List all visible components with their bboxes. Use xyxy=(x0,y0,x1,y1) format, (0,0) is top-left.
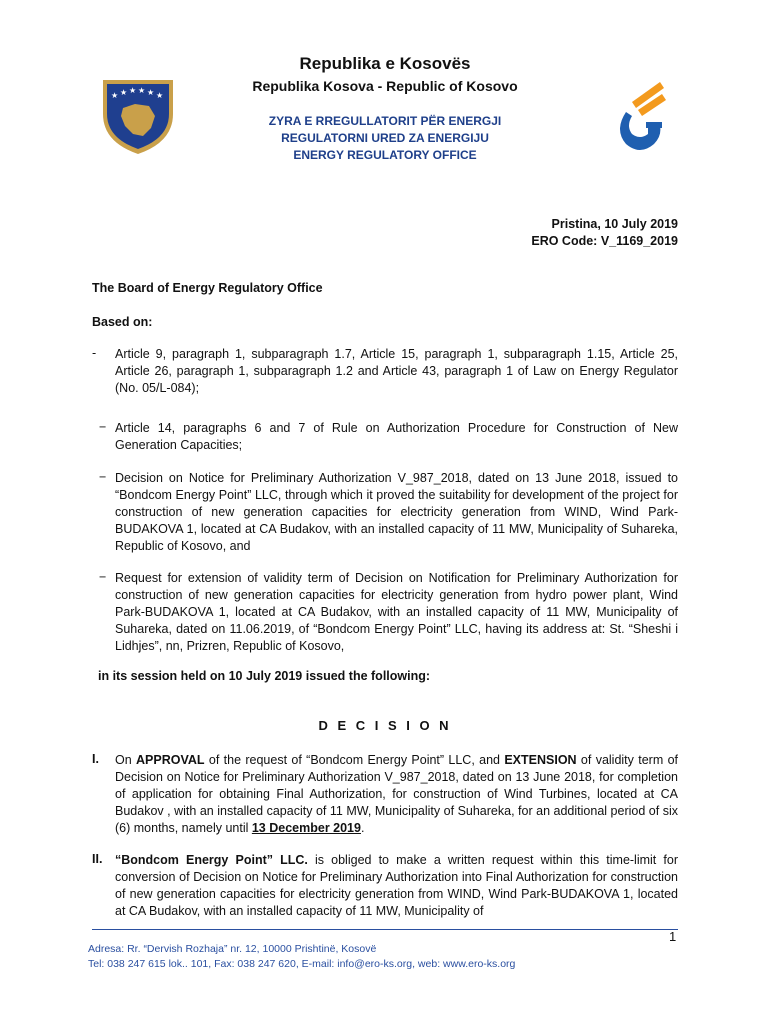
svg-text:★: ★ xyxy=(156,91,164,100)
country-title: Republika e Kosovës xyxy=(299,54,471,73)
list-item: Decision on Notice for Preliminary Authorization V_987_2018, dated on 13 June 2018, issued to “Bondcom Energy Point” LLC, through which it proved the suitability for development of the project for construction of new generation capacities for electricity generation from WIND, Wind Park-BUDAKOVA 1, located at CA Budakov, with an installed capacity of 11 MW, Municipality of Suhareka, Republic of Kosovo, and xyxy=(115,471,678,553)
list-marker: − xyxy=(99,570,107,584)
svg-text:★: ★ xyxy=(147,88,155,97)
board-heading: The Board of Energy Regulatory Office xyxy=(92,281,323,295)
office-name-albanian: ZYRA E RREGULLATORIT PËR ENERGJI xyxy=(268,114,502,128)
svg-text:★: ★ xyxy=(111,91,119,100)
document-code: ERO Code: V_1169_2019 xyxy=(531,234,678,248)
country-subtitle: Republika Kosova - Republic of Kosovo xyxy=(252,78,518,94)
document-date: Pristina, 10 July 2019 xyxy=(551,217,678,231)
footer-divider xyxy=(92,929,678,930)
list-item: Request for extension of validity term of Decision on Notification for Preliminary Authorization for construction of new generation capacities for electricity generation from hydro power plant, Wind Park-BUDAKOVA 1, located at CA Budakov, with an installed capacity of 11 MW, Municipality of Suhareka, dated on 11.06.2019, of “Bondcom Energy Point” LLC, having its address at: St. “Sheshi i Lidhjes”, nn, Prizren, Republic of Kosovo, xyxy=(115,571,678,653)
page-number: 1 xyxy=(669,929,677,944)
svg-text:★: ★ xyxy=(138,86,146,95)
office-name-english: ENERGY REGULATORY OFFICE xyxy=(293,148,477,162)
office-name-serbian: REGULATORNI URED ZA ENERGIJU xyxy=(281,131,489,145)
point-number: II. xyxy=(92,852,103,866)
decision-point-2: “Bondcom Energy Point” LLC. is obliged to make a written request within this time-limit for conversion of Decision on Notice for Preliminary Authorization into Final Authorization for construction of new generation capacities for electricity generation from WIND, Wind Park-BUDAKOVA 1, located at CA Budakov, with an installed capacity of 11 MW, Municipality of xyxy=(115,853,678,918)
list-marker: − xyxy=(99,470,107,484)
footer-address: Adresa: Rr. “Dervish Rozhaja” nr. 12, 10000 Prishtinë, Kosovë xyxy=(88,943,377,955)
list-marker: − xyxy=(99,420,107,434)
footer-contact: Tel: 038 247 615 lok.. 101, Fax: 038 247 620, E-mail: info@ero-ks.org, web: www.ero-ks.org xyxy=(88,958,516,970)
list-item: Article 9, paragraph 1, subparagraph 1.7, Article 15, paragraph 1, subparagraph 1.15, Article 25, Article 26, paragraph 1, subparagraph 1.2 and Article 43, paragraph 1 of Law on Energy Regulator (No. 05/L-084); xyxy=(115,347,678,395)
based-on-heading: Based on: xyxy=(92,315,153,329)
list-item: Article 14, paragraphs 6 and 7 of Rule on Authorization Procedure for Construction of New Generation Capacities; xyxy=(115,421,678,452)
decision-point-1: On APPROVAL of the request of “Bondcom Energy Point” LLC, and EXTENSION of validity term of Decision on Notice for Preliminary Authorization V_987_2018, dated on 13 June 2018, for completion of application for obtaining Final Authorization, for construction of Wind Turbines, located at CA Budakov , with an installed capacity of 11 MW, Municipality of Suhareka, for an additional period of six (6) months, namely until 13 December 2019. xyxy=(115,753,679,835)
svg-text:★: ★ xyxy=(129,86,137,95)
list-marker: - xyxy=(92,346,97,360)
decision-heading: D E C I S I O N xyxy=(318,718,452,733)
svg-text:★: ★ xyxy=(120,88,128,97)
session-line: in its session held on 10 July 2019 issued the following: xyxy=(98,669,431,683)
point-number: I. xyxy=(92,752,99,766)
